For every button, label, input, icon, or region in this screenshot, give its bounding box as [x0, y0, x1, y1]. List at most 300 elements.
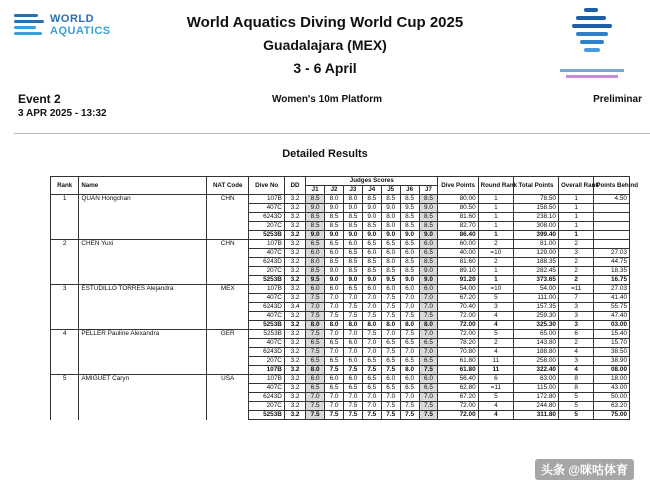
table-row [51, 204, 630, 213]
rank-cell-empty [51, 411, 79, 420]
judge-score: 6.5 [325, 339, 344, 348]
rank-cell-empty [51, 204, 79, 213]
dive-points: 40.00 [438, 249, 478, 258]
overall-rank: 1 [558, 231, 593, 240]
round-rank: 5 [478, 294, 513, 303]
dive-points: 67.20 [438, 393, 478, 402]
total-points: 325.30 [514, 321, 559, 330]
judge-score: 6.5 [419, 384, 438, 393]
dive-number: 407C [249, 339, 284, 348]
overall-rank: 6 [558, 330, 593, 339]
round-rank: 1 [478, 213, 513, 222]
judge-score: 8.0 [419, 321, 438, 330]
judge-score: 7.5 [381, 312, 400, 321]
points-behind: 75.00 [594, 411, 630, 420]
judge-score: 6.5 [325, 240, 344, 249]
judge-score: 6.0 [325, 249, 344, 258]
dive-points: 91.20 [438, 276, 478, 285]
judge-score: 7.5 [381, 294, 400, 303]
nat-cell-empty [206, 321, 249, 330]
rank-cell-empty [51, 384, 79, 393]
dive-points: 56.40 [438, 375, 478, 384]
judge-score: 6.5 [419, 357, 438, 366]
dive-dd: 3.2 [284, 402, 305, 411]
overall-rank: 1 [558, 222, 593, 231]
name-cell-empty [79, 204, 207, 213]
rank-cell-empty [51, 348, 79, 357]
judge-score: 7.5 [400, 330, 419, 339]
dive-number: 107B [249, 375, 284, 384]
rank-cell-empty [51, 393, 79, 402]
round-rank: 5 [478, 330, 513, 339]
judge-score: 7.5 [343, 402, 362, 411]
points-behind: 38.90 [594, 357, 630, 366]
points-behind [594, 231, 630, 240]
judge-score: 7.0 [325, 330, 344, 339]
results-table [50, 176, 638, 420]
logo-line-2: AQUATICS [50, 25, 111, 37]
table-row [51, 375, 630, 384]
rank-cell-empty [51, 267, 79, 276]
judge-score: 6.5 [400, 240, 419, 249]
dive-dd: 3.2 [284, 312, 305, 321]
results-body [51, 195, 630, 420]
dive-number: 207C [249, 357, 284, 366]
rank-cell-empty [51, 357, 79, 366]
dive-points: 61.80 [438, 366, 478, 375]
nat-cell-empty [206, 348, 249, 357]
table-row [51, 339, 630, 348]
points-behind: 43.00 [594, 384, 630, 393]
round-rank: =10 [478, 249, 513, 258]
overall-rank: 5 [558, 402, 593, 411]
judge-score: 7.5 [381, 402, 400, 411]
dive-points: 80.50 [438, 204, 478, 213]
name-cell-empty [79, 384, 207, 393]
judge-score: 7.0 [343, 393, 362, 402]
dive-dd: 3.2 [284, 321, 305, 330]
judge-score: 8.5 [325, 213, 344, 222]
dive-points: 81.60 [438, 258, 478, 267]
judge-score: 7.0 [419, 348, 438, 357]
rank-cell-empty [51, 303, 79, 312]
overall-rank: 3 [558, 321, 593, 330]
judge-score: 7.0 [325, 303, 344, 312]
dive-points: 72.00 [438, 411, 478, 420]
judge-score: 8.5 [343, 222, 362, 231]
points-behind: 41.40 [594, 294, 630, 303]
judge-score: 6.0 [381, 375, 400, 384]
dive-dd: 3.4 [284, 303, 305, 312]
dive-dd: 3.2 [284, 267, 305, 276]
dive-points: 62.80 [438, 384, 478, 393]
judge-score: 7.0 [400, 348, 419, 357]
judge-score: 7.0 [419, 393, 438, 402]
table-row [51, 222, 630, 231]
dive-number: 407C [249, 249, 284, 258]
rank-cell-empty [51, 213, 79, 222]
dive-dd: 3.2 [284, 348, 305, 357]
dive-dd: 3.2 [284, 249, 305, 258]
name-cell-empty [79, 348, 207, 357]
judge-score: 7.0 [325, 294, 344, 303]
judge-score: 7.0 [400, 393, 419, 402]
name-cell-empty [79, 393, 207, 402]
judge-score: 9.0 [343, 276, 362, 285]
judge-score: 8.5 [325, 222, 344, 231]
dive-dd: 3.2 [284, 258, 305, 267]
judge-score: 7.5 [381, 303, 400, 312]
name-cell-empty [79, 249, 207, 258]
judge-score: 7.5 [325, 366, 344, 375]
points-behind: 18.35 [594, 267, 630, 276]
nat-cell-empty [206, 231, 249, 240]
dive-number: 207C [249, 402, 284, 411]
name-cell-empty [79, 303, 207, 312]
dive-dd: 3.2 [284, 276, 305, 285]
athlete-nat: USA [206, 375, 249, 384]
judge-score: 7.5 [325, 411, 344, 420]
judge-score: 7.0 [381, 330, 400, 339]
table-row [51, 285, 630, 294]
judge-score: 6.5 [419, 339, 438, 348]
col-total-points: Total Points [514, 177, 559, 195]
table-row [51, 312, 630, 321]
rank-cell-empty [51, 231, 79, 240]
judge-score: 8.0 [400, 366, 419, 375]
judge-score: 7.5 [325, 312, 344, 321]
round-rank: 4 [478, 402, 513, 411]
judge-score: 6.5 [306, 384, 325, 393]
athlete-nat: CHN [206, 195, 249, 204]
name-cell-empty [79, 231, 207, 240]
judge-score: 9.0 [400, 276, 419, 285]
judge-score: 7.5 [362, 366, 381, 375]
judge-score: 7.0 [325, 348, 344, 357]
athlete-rank: 4 [51, 330, 79, 339]
name-cell-empty [79, 411, 207, 420]
total-points: 143.80 [514, 339, 559, 348]
round-rank: 2 [478, 339, 513, 348]
col-judge: J1 [306, 186, 325, 195]
judge-score: 6.5 [381, 357, 400, 366]
round-rank: 2 [478, 240, 513, 249]
total-points: 78.50 [514, 195, 559, 204]
judge-score: 7.0 [362, 402, 381, 411]
col-judge: J4 [362, 186, 381, 195]
dive-dd: 3.2 [284, 330, 305, 339]
nat-cell-empty [206, 384, 249, 393]
athlete-nat: MEX [206, 285, 249, 294]
col-judge: J3 [343, 186, 362, 195]
col-judges-group: Judges Scores [306, 177, 438, 186]
name-cell-empty [79, 339, 207, 348]
round-rank: =10 [478, 285, 513, 294]
round-rank: 11 [478, 366, 513, 375]
judge-score: 9.5 [381, 276, 400, 285]
rank-cell-empty [51, 402, 79, 411]
judge-score: 8.5 [419, 213, 438, 222]
athlete-name: CHEN Yuxi [79, 240, 207, 249]
points-behind: 55.75 [594, 303, 630, 312]
table-row [51, 240, 630, 249]
judge-score: 6.0 [362, 249, 381, 258]
table-row [51, 231, 630, 240]
total-points: 188.80 [514, 348, 559, 357]
name-cell-empty [79, 321, 207, 330]
judge-score: 7.5 [419, 366, 438, 375]
dive-points: 89.10 [438, 267, 478, 276]
judge-score: 9.0 [419, 267, 438, 276]
total-points: 238.10 [514, 213, 559, 222]
nat-cell-empty [206, 393, 249, 402]
dive-number: 5253B [249, 231, 284, 240]
dive-number: 6243D [249, 213, 284, 222]
judge-score: 8.5 [306, 195, 325, 204]
round-rank: 5 [478, 393, 513, 402]
judge-score: 7.0 [362, 393, 381, 402]
total-points: 258.00 [514, 357, 559, 366]
athlete-rank: 2 [51, 240, 79, 249]
judge-score: 7.0 [381, 393, 400, 402]
dive-number: 5253B [249, 321, 284, 330]
dive-dd: 3.2 [284, 411, 305, 420]
judge-score: 7.0 [362, 303, 381, 312]
judge-score: 7.5 [400, 402, 419, 411]
judge-score: 6.5 [362, 240, 381, 249]
judge-score: 7.0 [362, 348, 381, 357]
judge-score: 9.0 [325, 267, 344, 276]
overall-rank: 1 [558, 204, 593, 213]
overall-rank: 5 [558, 393, 593, 402]
event-label: Event 2 [18, 92, 61, 106]
judge-score: 8.5 [400, 213, 419, 222]
name-cell-empty [79, 294, 207, 303]
points-behind: 27.03 [594, 249, 630, 258]
nat-cell-empty [206, 267, 249, 276]
dive-number: 407C [249, 312, 284, 321]
dive-number: 6243D [249, 393, 284, 402]
dive-points: 78.20 [438, 339, 478, 348]
judge-score: 7.0 [343, 348, 362, 357]
table-row [51, 213, 630, 222]
dive-number: 207C [249, 222, 284, 231]
table-row [51, 303, 630, 312]
dive-dd: 3.2 [284, 294, 305, 303]
judge-score: 6.5 [400, 357, 419, 366]
nat-cell-empty [206, 411, 249, 420]
dive-dd: 3.2 [284, 366, 305, 375]
judge-score: 9.5 [400, 204, 419, 213]
nat-cell-empty [206, 222, 249, 231]
judge-score: 8.5 [400, 222, 419, 231]
judge-score: 6.0 [325, 375, 344, 384]
judge-score: 6.0 [325, 285, 344, 294]
judge-score: 8.0 [306, 258, 325, 267]
judge-score: 9.0 [381, 204, 400, 213]
judge-score: 6.0 [306, 249, 325, 258]
judge-score: 9.0 [419, 276, 438, 285]
total-points: 111.00 [514, 294, 559, 303]
judge-score: 9.0 [325, 204, 344, 213]
judge-score: 9.0 [362, 213, 381, 222]
judge-score: 7.0 [325, 402, 344, 411]
col-dive: Dive No [249, 177, 284, 195]
athlete-rank: 1 [51, 195, 79, 204]
dive-number: 6243D [249, 303, 284, 312]
judge-score: 7.0 [306, 393, 325, 402]
judge-score: 7.0 [400, 303, 419, 312]
athlete-name: AMIGUET Caryn [79, 375, 207, 384]
judge-score: 6.5 [381, 339, 400, 348]
judge-score: 7.5 [362, 312, 381, 321]
judge-score: 8.0 [325, 195, 344, 204]
dive-number: 207C [249, 267, 284, 276]
judge-score: 9.0 [343, 231, 362, 240]
dive-points: 70.80 [438, 348, 478, 357]
judge-score: 7.0 [343, 330, 362, 339]
judge-score: 9.0 [362, 204, 381, 213]
points-behind: 16.75 [594, 276, 630, 285]
judge-score: 9.0 [400, 231, 419, 240]
judge-score: 6.5 [381, 384, 400, 393]
judge-score: 7.0 [400, 294, 419, 303]
dive-points: 54.00 [438, 285, 478, 294]
total-points: 373.65 [514, 276, 559, 285]
rank-cell-empty [51, 249, 79, 258]
judge-score: 9.0 [419, 204, 438, 213]
dive-dd: 3.2 [284, 375, 305, 384]
overall-rank: 3 [558, 357, 593, 366]
dive-dd: 3.2 [284, 231, 305, 240]
overall-rank: 5 [558, 411, 593, 420]
total-points: 311.80 [514, 411, 559, 420]
col-points-behind: Points Behind [594, 177, 630, 195]
overall-rank: 3 [558, 303, 593, 312]
total-points: 63.00 [514, 375, 559, 384]
points-behind: 18.00 [594, 375, 630, 384]
judge-score: 8.5 [419, 258, 438, 267]
dive-dd: 3.2 [284, 195, 305, 204]
col-rank: Rank [51, 177, 79, 195]
overall-rank: 2 [558, 276, 593, 285]
table-row [51, 195, 630, 204]
overall-rank: 2 [558, 339, 593, 348]
points-behind: 15.40 [594, 330, 630, 339]
col-judge: J6 [400, 186, 419, 195]
round-rank: 4 [478, 411, 513, 420]
judge-score: 6.0 [306, 375, 325, 384]
dive-number: 407C [249, 204, 284, 213]
overall-rank: 3 [558, 312, 593, 321]
points-behind [594, 204, 630, 213]
judge-score: 7.5 [343, 312, 362, 321]
nat-cell-empty [206, 276, 249, 285]
judge-score: 7.5 [343, 366, 362, 375]
table-row [51, 330, 630, 339]
athlete-rank: 5 [51, 375, 79, 384]
total-points: 65.00 [514, 330, 559, 339]
judge-score: 7.0 [343, 294, 362, 303]
nat-cell-empty [206, 258, 249, 267]
dive-number: 5253B [249, 330, 284, 339]
dive-number: 407C [249, 294, 284, 303]
judge-score: 9.0 [306, 231, 325, 240]
judge-score: 9.0 [325, 231, 344, 240]
dive-dd: 3.2 [284, 339, 305, 348]
judge-score: 7.5 [400, 312, 419, 321]
dive-dd: 3.2 [284, 222, 305, 231]
rank-cell-empty [51, 258, 79, 267]
round-rank: 4 [478, 312, 513, 321]
athlete-nat: CHN [206, 240, 249, 249]
col-dive-points: Dive Points [438, 177, 478, 195]
event-name: Women's 10m Platform [272, 94, 382, 105]
col-round-rank: Round Rank [478, 177, 513, 195]
competition-title: World Aquatics Diving World Cup 2025 [186, 14, 464, 31]
col-judge: J2 [325, 186, 344, 195]
table-row [51, 393, 630, 402]
dive-number: 5253B [249, 411, 284, 420]
points-behind: 50.00 [594, 393, 630, 402]
judge-score: 6.5 [400, 339, 419, 348]
world-cup-logo [556, 8, 628, 80]
athlete-name: ESTUDILLO TORRES Alejandra [79, 285, 207, 294]
judge-score: 7.0 [325, 393, 344, 402]
judge-score: 8.5 [343, 213, 362, 222]
points-behind [594, 222, 630, 231]
name-cell-empty [79, 267, 207, 276]
judge-score: 8.0 [306, 366, 325, 375]
judge-score: 7.5 [400, 411, 419, 420]
competition-dates: 3 - 6 April [293, 60, 357, 76]
total-points: 54.00 [514, 285, 559, 294]
judge-score: 8.0 [362, 321, 381, 330]
dive-dd: 3.2 [284, 393, 305, 402]
judge-score: 6.5 [325, 384, 344, 393]
judge-score: 8.0 [381, 258, 400, 267]
judge-score: 7.5 [306, 294, 325, 303]
title-block [0, 12, 650, 80]
judge-score: 7.5 [381, 348, 400, 357]
judge-score: 6.5 [419, 249, 438, 258]
round-rank: 1 [478, 267, 513, 276]
judge-score: 8.5 [400, 267, 419, 276]
logo-line-1: WORLD [50, 13, 95, 25]
name-cell-empty [79, 213, 207, 222]
judge-score: 7.0 [419, 330, 438, 339]
dive-points: 67.20 [438, 294, 478, 303]
dive-number: 6243D [249, 348, 284, 357]
judge-score: 8.0 [400, 321, 419, 330]
round-rank: 4 [478, 348, 513, 357]
judge-score: 7.5 [362, 330, 381, 339]
judge-score: 8.5 [343, 267, 362, 276]
overall-rank: =11 [558, 285, 593, 294]
judge-score: 8.0 [306, 321, 325, 330]
judge-score: 6.5 [400, 384, 419, 393]
nat-cell-empty [206, 366, 249, 375]
round-rank: 1 [478, 222, 513, 231]
header-divider [14, 133, 650, 134]
judge-score: 6.0 [362, 285, 381, 294]
judge-score: 6.5 [362, 375, 381, 384]
rank-cell-empty [51, 294, 79, 303]
dive-number: 6243D [249, 258, 284, 267]
dive-points: 72.00 [438, 321, 478, 330]
total-points: 188.35 [514, 258, 559, 267]
judge-score: 6.0 [419, 285, 438, 294]
